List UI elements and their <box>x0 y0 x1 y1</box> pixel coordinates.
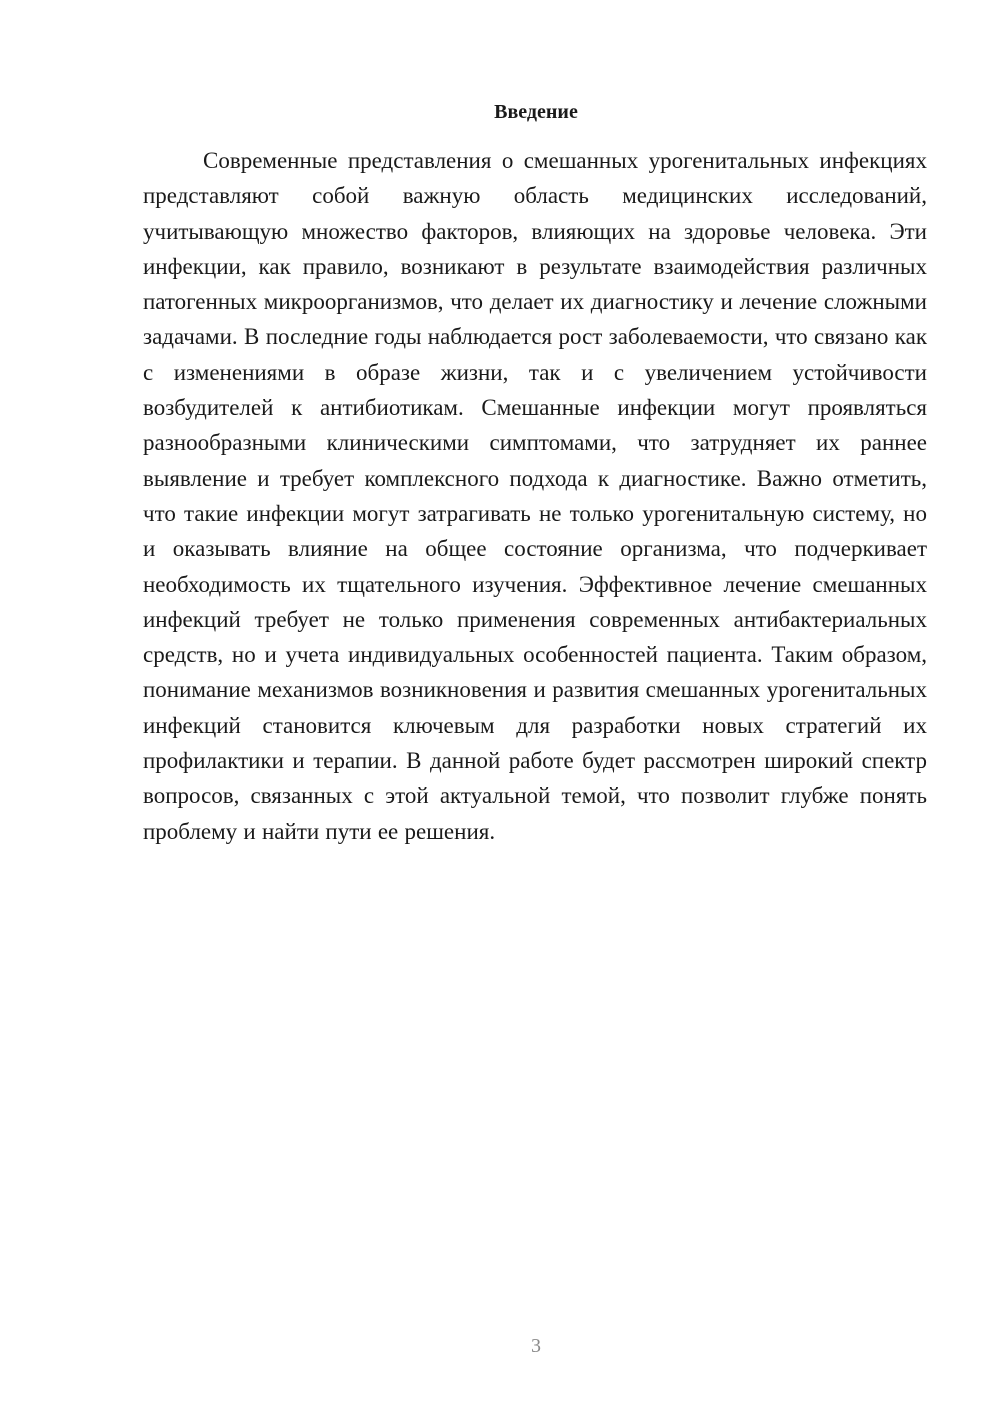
page-number: 3 <box>531 1335 541 1357</box>
section-heading: Введение <box>494 101 578 123</box>
body-paragraph: Современные представления о смешанных урогенитальных инфекциях представляют собой важную область медицинских исследований, учитывающую множество факторов, влияющих на здоровье человека. Эти инфекции, как правило, возникают в результате взаимодействия различных патогенных микроорганизмов, что делает их диагностику и лечение сложными задачами. В последние годы наблюдается рост заболеваемости, что связано как с изменениями в образе жизни, так и с увеличением устойчивости возбудителей к антибиотикам. Смешанные инфекции могут проявляться разнообразными клиническими симптомами, что затрудняет их раннее выявление и требует комплексного подхода к диагностике. Важно отметить, что такие инфекции могут затрагивать не только урогенитальную систему, но и оказывать влияние на общее состояние организма, что подчеркивает необходимость их тщательного изучения. Эффективное лечение смешанных инфекций требует не только применения современных антибактериальных средств, но и учета индивидуальных особенностей пациента. Таким образом, понимание механизмов возникновения и развития смешанных урогенитальных инфекций становится ключевым для разработки новых стратегий их профилактики и терапии. В данной работе будет рассмотрен широкий спектр вопросов, связанных с этой актуальной темой, что позволит глубже понять проблему и найти пути ее решения. <box>143 148 927 844</box>
